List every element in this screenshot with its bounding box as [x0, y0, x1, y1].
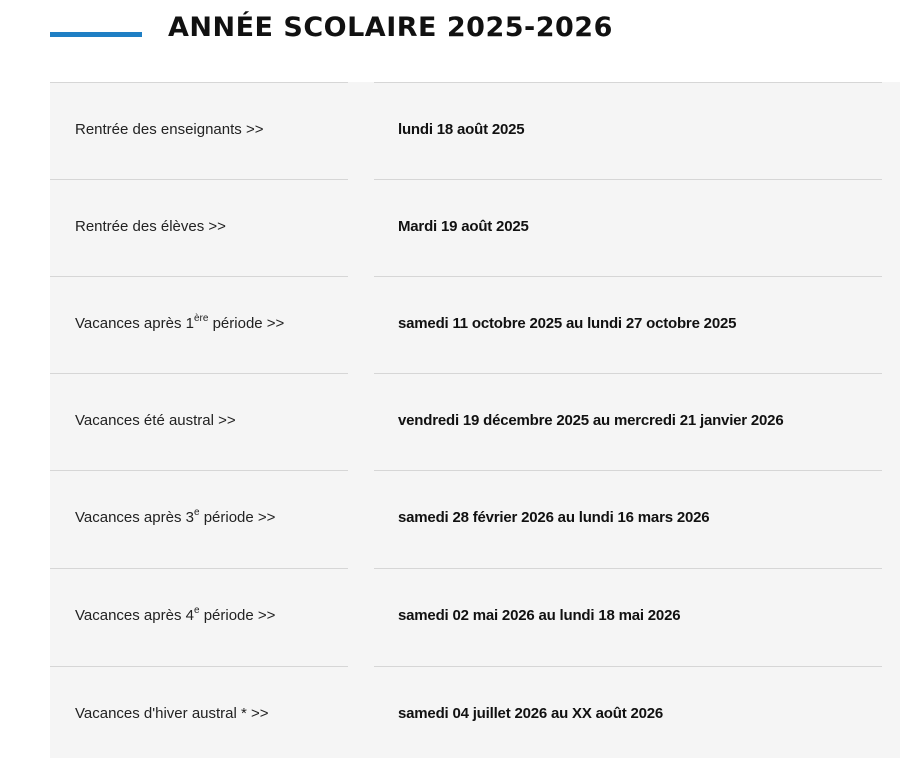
- table-row: [50, 568, 900, 665]
- label-text: période >>: [199, 509, 276, 526]
- label-text: Vacances après 3: [75, 509, 194, 526]
- row-divider: [50, 666, 348, 667]
- label-text: Vacances après 4: [75, 607, 194, 624]
- label-superscript: ère: [193, 313, 209, 324]
- row-label-link[interactable]: [75, 509, 275, 526]
- table-row: [50, 666, 900, 763]
- school-calendar-table: [50, 82, 900, 758]
- label-superscript: e: [193, 605, 200, 616]
- row-divider: [374, 470, 882, 471]
- row-divider: [50, 82, 348, 83]
- row-label-link[interactable]: [75, 315, 284, 332]
- row-divider: [374, 373, 882, 374]
- row-divider: [50, 179, 348, 180]
- row-divider: [374, 179, 882, 180]
- row-divider: [374, 82, 882, 83]
- row-date-value: vendredi 19 décembre 2025 au mercredi 21 janvier 2026: [398, 412, 784, 429]
- row-divider: [374, 666, 882, 667]
- row-date-value: samedi 02 mai 2026 au lundi 18 mai 2026: [398, 607, 681, 624]
- title-accent-bar: [50, 32, 142, 37]
- row-date-value: samedi 04 juillet 2026 au XX août 2026: [398, 705, 664, 722]
- label-superscript: e: [193, 507, 200, 518]
- row-divider: [50, 568, 348, 569]
- row-divider: [374, 276, 882, 277]
- row-date-value: lundi 18 août 2025: [398, 121, 525, 138]
- table-row: [50, 82, 900, 179]
- row-divider: [50, 373, 348, 374]
- row-label-link[interactable]: Rentrée des élèves >>: [75, 218, 226, 235]
- table-row: [50, 276, 900, 373]
- row-label-link[interactable]: Rentrée des enseignants >>: [75, 121, 264, 138]
- label-text: Vacances après 1: [75, 315, 194, 332]
- row-divider: [50, 276, 348, 277]
- row-date-value: samedi 11 octobre 2025 au lundi 27 octobre 2025: [398, 315, 737, 332]
- table-row: [50, 179, 900, 276]
- page-header: [50, 0, 890, 62]
- row-date-value: samedi 28 février 2026 au lundi 16 mars 2026: [398, 509, 710, 526]
- table-row: [50, 373, 900, 470]
- row-label-link[interactable]: Vacances d'hiver austral * >>: [75, 705, 269, 722]
- label-text: période >>: [199, 607, 276, 624]
- row-divider: [50, 470, 348, 471]
- label-text: période >>: [208, 315, 285, 332]
- row-label-link[interactable]: [75, 607, 275, 624]
- table-row: [50, 470, 900, 567]
- row-label-link[interactable]: Vacances été austral >>: [75, 412, 236, 429]
- row-date-value: Mardi 19 août 2025: [398, 218, 529, 235]
- page-title: ANNÉE SCOLAIRE 2025-2026: [168, 12, 613, 43]
- row-divider: [374, 568, 882, 569]
